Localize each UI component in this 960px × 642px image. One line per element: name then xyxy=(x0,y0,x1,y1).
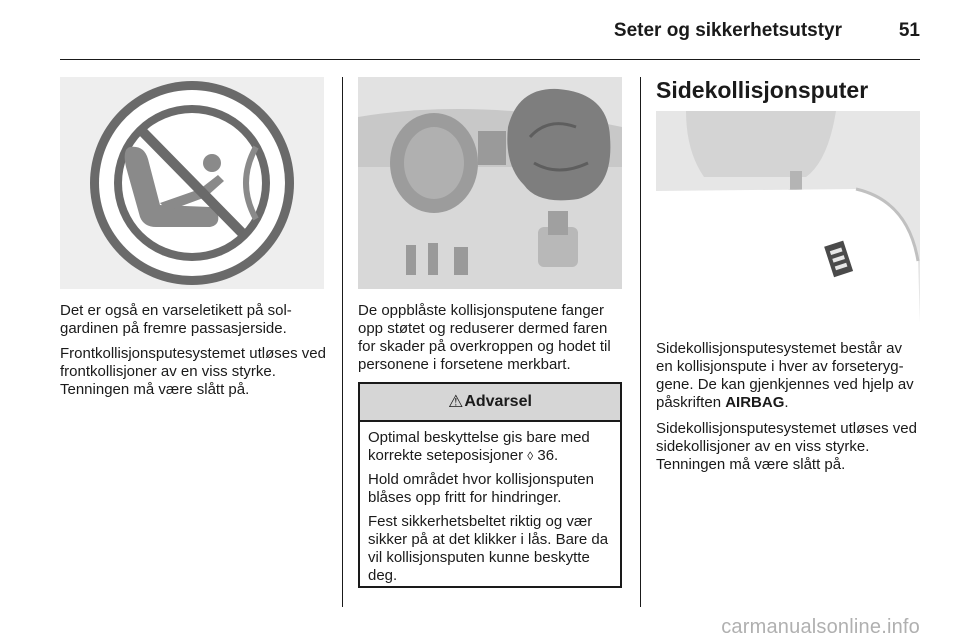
column-divider xyxy=(640,77,641,607)
column-divider xyxy=(342,77,343,607)
warning-paragraph: Fest sikkerhetsbeltet riktig og vær sikker på at det klikker i lås. Bare da vil kollisjonsputen kunne beskytte deg. xyxy=(368,513,609,584)
warning-body xyxy=(360,422,620,585)
airbag-label-text: AIRBAG xyxy=(725,394,785,411)
side-airbag-trigger-note: Sidekollisjonsputesystemet utløses ved sidekollisjoner av en viss styrke. Tenningen må være slått på. xyxy=(656,420,917,473)
warning-box xyxy=(358,382,622,588)
warning-triangle-icon: ⚠ xyxy=(448,392,464,411)
page-reference-link[interactable]: 36. xyxy=(537,447,559,464)
warning-title: Advarsel xyxy=(464,393,532,410)
watermark: carmanualsonline.info xyxy=(721,616,920,638)
chapter-title: Seter og sikkerhetsutstyr xyxy=(613,20,842,41)
page-number: 51 xyxy=(898,20,920,41)
page-reference-icon: ◊ xyxy=(527,449,534,463)
warning-header xyxy=(360,384,620,422)
section-heading: Sidekollisjonsputer xyxy=(656,77,869,103)
warning-paragraph: Optimal beskyttelse gis bare med korrekte seteposisjoner ◊ 36. xyxy=(368,429,590,464)
front-airbags-figure xyxy=(358,77,622,289)
side-airbag-description: Sidekollisjonsputesystemet består av en kollisjonspute i hver av forseteryggene. De kan gjenkjennes ved hjelp av påskriften AIRBAG. xyxy=(656,340,914,411)
header-rule xyxy=(60,59,920,60)
seat-label-note: Det er også en varseletikett på solgardinen på fremre passasjerside. xyxy=(60,302,292,337)
front-airbag-trigger-note: Frontkollisjonsputesystemet utløses ved frontkollisjoner av en viss styrke. Tenningen må være slått på. xyxy=(60,345,326,398)
airbag-function-note: De oppblåste kollisjonsputene fanger opp støtet og reduserer dermed faren for skader på overkroppen og hodet til personene i forsetene merkbart. xyxy=(358,302,611,373)
warning-paragraph: Hold området hvor kollisjonsputen blåses opp fritt for hindringer. xyxy=(368,471,594,506)
child-seat-prohibition-figure xyxy=(60,77,324,289)
side-airbag-seat-figure xyxy=(656,111,920,323)
